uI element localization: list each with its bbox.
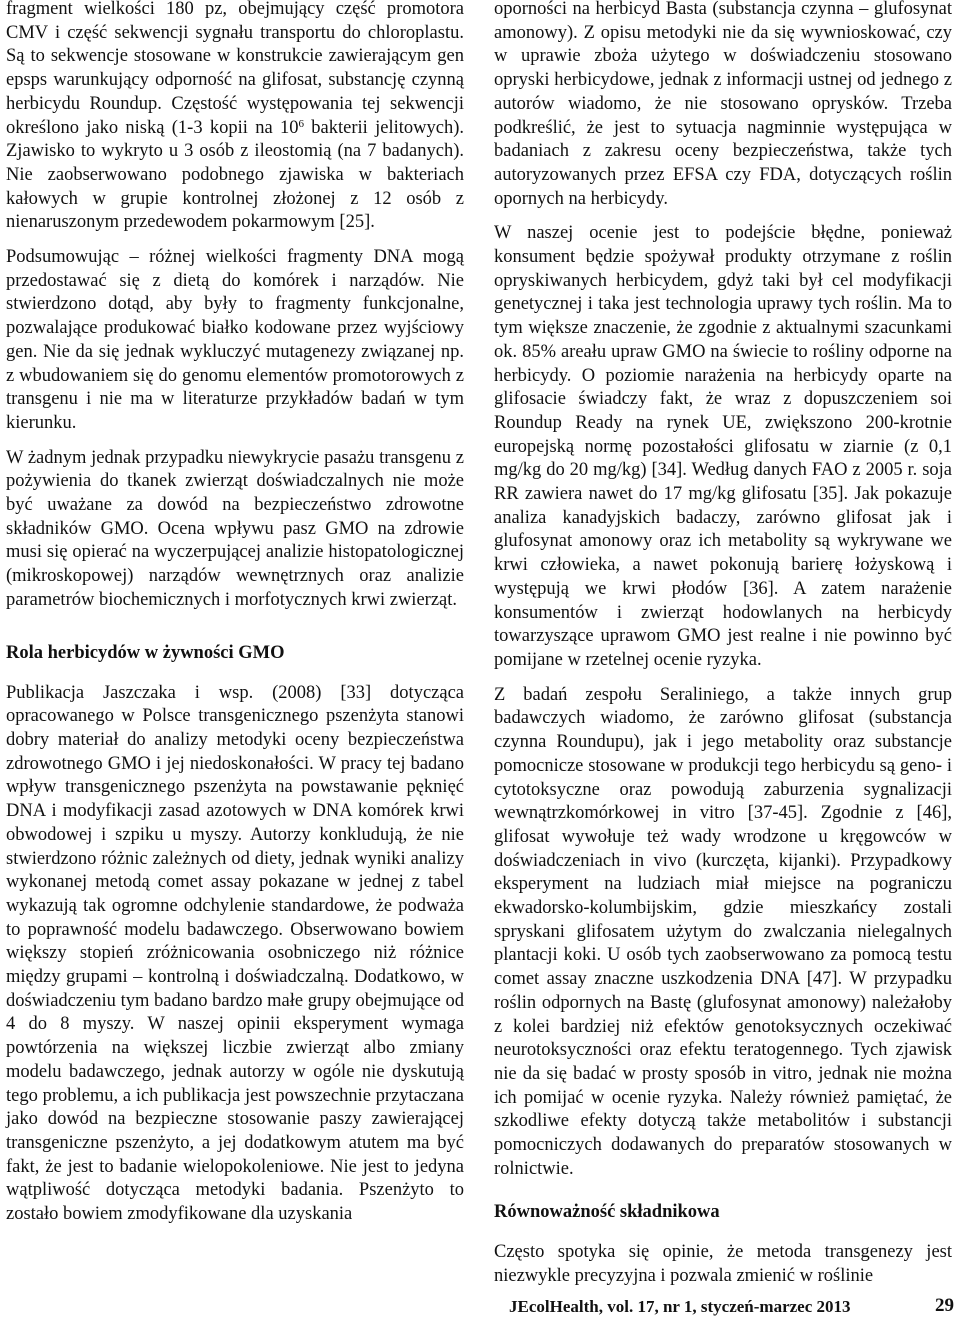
- section-heading-herbicides: Rola herbicydów w żywności GMO: [6, 642, 285, 663]
- paragraph-left-1: [6, 0, 464, 235]
- paragraph-right-4: Często spotyka się opinie, że metoda transgenezy jest niezwykle precyzyjna i pozwala zmienić w roślinie: [494, 1242, 952, 1287]
- superscript-exponent: 6: [298, 117, 304, 130]
- paragraph-left-2: Podsumowując – różnej wielkości fragmenty DNA mogą przedostawać się z dietą do komórek i narządów. Nie stwierdzono dotąd, aby były to fragmenty funkcjonalne, pozwalające produkować białko kodowane przez wyjściowy gen. Nie da się jednak wykluczyć mutagenezy związanej np. z wbudowaniem się do genomu elementów promotorowych z transgenu i nie ma w literaturze przykładów badań w tym kierunku.: [6, 247, 464, 433]
- paragraph-right-1: oporności na herbicyd Basta (substancja czynna – glufosynat amonowy). Z opisu metodyki nie da się wywnioskować, czy w uprawie zboża użytego w doświadczeniu stosowano opryski herbicydowe, jednak z informacji ustnej od jednego z autorów wiadomo, że nie stosowano oprysków. Trzeba podkreślić, że jest to sytuacja nagminnie występująca w badaniach z zakresu oceny bezpieczeństwa, także tych autoryzowanych przez EFSA czy FDA, dotyczących roślin opornych na herbicydy.: [494, 0, 952, 209]
- paragraph-left-1-text-continued: bakterii jelitowych). Zjawisko to wykryto u 3 osób z ileostomią (na 7 badanych). Nie zaobserwowano podobnego zjawiska w bakteriach kałowych w grupie kontrolnej złożonej z 12 osób z nienaruszonym przedewodem pokarmowym [25].: [6, 117, 464, 233]
- right-column: [494, 0, 952, 1300]
- paragraph-left-4: Publikacja Jaszczaka i wsp. (2008) [33] dotycząca opracowanego w Polsce transgenicznego pszenżyta stanowi dobry materiał do analizy metodyki oceny bezpieczeństwa zdrowotnego GMO i jej niedoskonałości. W pracy tej badano wpływ transgenicznego pszenżyta na powstawanie pęknięć DNA i modyfikacji zasad azotowych w DNA komórek krwi obwodowej i szpiku u myszy. Autorzy konkludują, że nie stwierdzono różnic zależnych od diety, jednak wyniki analizy wykonanej metodą comet assay pokazane w jednej z tabel wykazują tak ogromne odchylenie standardowe, że podważa to poprawność modelu badawczego. Obserwowano bowiem większy stopień zróżnicowania osobniczego niż różnice między grupami – kontrolną i doświadczalną. Dodatkowo, w doświadczeniu tym badano bardzo małe grupy obejmujące od 4 do 8 myszy. W naszej opinii eksperyment wymaga powtórzenia na większej liczbie zwierząt albo zmiany modelu badawczego, jednak autorzy w ogóle nie dyskutują tego problemu, a ich publikacja jest powszechnie przytaczana jako dowód na bezpieczne stosowanie paszy zawierającej transgeniczne pszenżyto, a jej dodatkowym atutem ma być fakt, że jest to badanie wielopokoleniowe. Nie jest to jedyna wątpliwość dotycząca metodyki badania. Pszenżyto to zostało bowiem zmodyfikowane dla uzyskania: [6, 682, 464, 1225]
- paragraph-left-1-text: fragment wielkości 180 pz, obejmujący część promotora CMV i część sekwencji sygnału transportu do chloroplastu. Są to sekwencje stosowane w konstrukcie zawierającym gen epsps warunkujący odporność na glifosat, substancję czynną herbicydu Roundup. Częstość występowania tej sekwencji określono jako niską (1-3 kopii na 10: [6, 0, 464, 138]
- page-footer: [0, 1297, 960, 1321]
- section-heading-equivalence: Równoważność składnikowa: [494, 1202, 720, 1223]
- left-column: [6, 0, 464, 1238]
- journal-citation: JEcolHealth, vol. 17, nr 1, styczeń-marzec 2013: [509, 1297, 851, 1316]
- paragraph-left-3: W żadnym jednak przypadku niewykrycie pasażu transgenu z pożywienia do tkanek zwierząt doświadczalnych nie może być uważane za dowód na bezpieczeństwo zdrowotne składników GMO. Ocena wpływu pasz GMO na zdrowie musi się opierać na wyczerpującej analizie histopatologicznej (mikroskopowej) narządów wewnętrznych oraz analizie parametrów biochemicznych i morfotycznych krwi zwierząt.: [6, 447, 464, 610]
- paragraph-right-3: Z badań zespołu Seraliniego, a także innych grup badawczych wiadomo, że zarówno glifosat (substancja czynna Roundupu), jak i jego metabolity oraz substancje pomocnicze stosowane w produkcji tego herbicydu są geno- i cytotoksyczne oraz powodują zaburzenia sygnalizacji wewnątrzkomórkowej in vitro [37-45]. Zgodnie z [46], glifosat wywołuje też wady wrodzone u kręgowców w doświadczeniach in vivo (kurczęta, kijanki). Przypadkowy eksperyment na ludziach miał miejsce na pograniczu ekwadorsko-kolumbijskim, gdzie mieszkańcy zostali spryskani glifosatem użytym do zwalczania nielegalnych plantacji koki. U osób tych zaobserwowano za pomocą testu comet assay znaczne uszkodzenia DNA [47]. W przypadku roślin odpornych na Bastę (glufosynat amonowy) należałoby z kolei bardziej niż efektów genotoksycznych oczekiwać neurotoksyczności oraz efektu teratogennego. Tych zjawisk nie da się badać w prosty sposób in vitro, jednak nie można ich pomijać w ocenie ryzyka. Należy również pamiętać, że szkodliwe efekty dotyczą także metabolitów i substancji pomocniczych dodawanych do preparatów stosowanych w rolnictwie.: [494, 684, 952, 1179]
- paragraph-right-2: W naszej ocenie jest to podejście błędne, ponieważ konsument będzie spożywał produkty otrzymane z roślin opryskiwanych herbicydem, gdyż taki był cel modyfikacji genetycznej i taka jest technologia uprawy tych roślin. Ma to tym większe znaczenie, że zgodnie z aktualnymi szacunkami ok. 85% areału upraw GMO na świecie to rośliny odporne na herbicydy. O poziomie narażenia na herbicydy oparte na glifosacie świadczy fakt, że wraz z dopuszczeniem soi Roundup Ready na rynek UE, zwiększono 200-krotnie europejską normę pozostałości glifosatu w ziarnie (z 0,1 mg/kg do 20 mg/kg) [34]. Według danych FAO z 2005 r. soja RR zawiera nawet do 17 mg/kg glifosatu [35]. Jak pokazuje analiza kanadyjskich badaczy, zarówno glifosat jak i glufosynat amonowy oraz ich metabolity są wykrywane we krwi człowieka, a nawet pokonują barierę łożyskową i występują we krwi płodów [36]. A zatem narażenie konsumentów i zwierząt hodowlanych na herbicydy towarzyszące uprawom GMO jest realne i nie powinno być pomijane w rzetelnej ocenie ryzyka.: [494, 223, 952, 670]
- page-number: 29: [935, 1295, 954, 1316]
